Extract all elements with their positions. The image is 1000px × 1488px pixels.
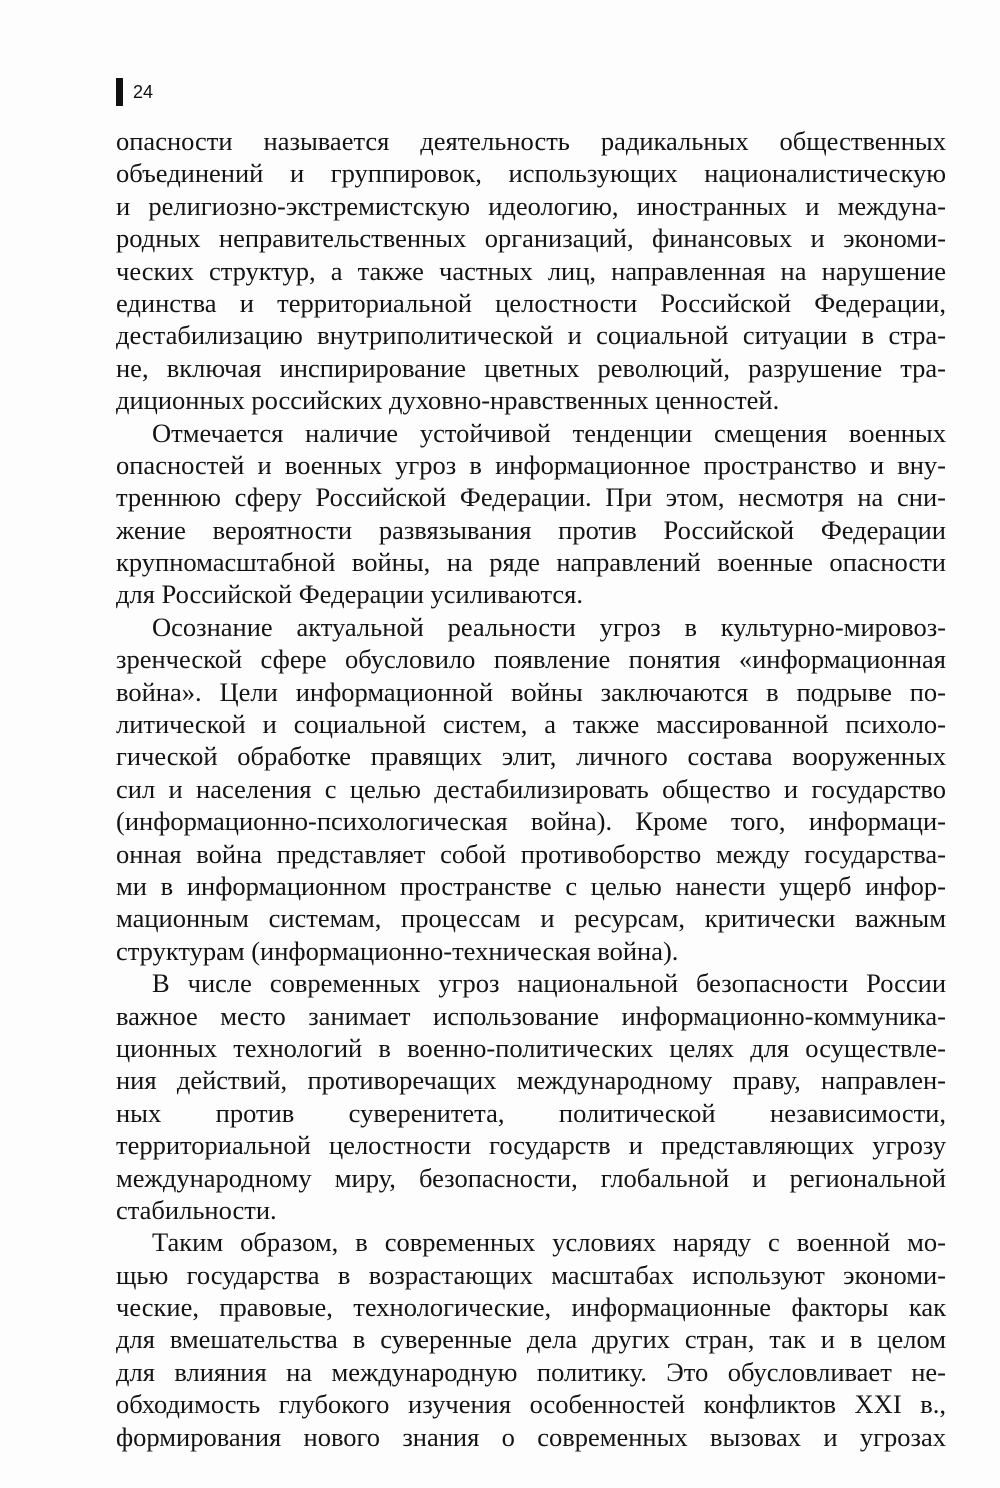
text-line: зренческой сфере обусловило появление понятия «информационная bbox=[116, 644, 946, 675]
text-line: для вмешательства в суверенные дела других стран, так и в целом bbox=[116, 1324, 946, 1355]
text-line: мационным системам, процессам и ресурсам, критически важным bbox=[116, 903, 946, 934]
paragraph bbox=[116, 417, 946, 611]
text-line: единства и территориальной целостности Российской Федерации, bbox=[116, 287, 946, 318]
text-line: объединений и группировок, использующих националистическую bbox=[116, 158, 946, 189]
text-line: обходимость глубокого изучения особенностей конфликтов XXI в., bbox=[116, 1389, 946, 1420]
text-line: диционных российских духовно-нравственных ценностей. bbox=[116, 385, 780, 416]
text-line: литической и социальной систем, а также массированной психоло- bbox=[116, 709, 946, 740]
text-line: дестабилизацию внутриполитической и социальной ситуации в стра- bbox=[116, 320, 946, 351]
page-number: 24 bbox=[133, 82, 154, 102]
paragraph bbox=[116, 125, 946, 417]
text-line: ческих структур, а также частных лиц, направленная на нарушение bbox=[116, 255, 946, 286]
text-line: ческие, правовые, технологические, информационные факторы как bbox=[116, 1292, 946, 1323]
text-line: Осознание актуальной реальности угроз в культурно-мировоз- bbox=[152, 611, 946, 642]
text-line: щью государства в возрастающих масштабах используют экономи- bbox=[116, 1259, 946, 1290]
body-text bbox=[116, 125, 946, 1453]
paragraph bbox=[116, 967, 946, 1226]
text-line: стабильности. bbox=[116, 1194, 277, 1225]
page-header bbox=[116, 78, 153, 106]
text-line: опасности называется деятельность радикальных общественных bbox=[116, 126, 946, 156]
text-line: международному миру, безопасности, глобальной и региональной bbox=[116, 1162, 946, 1193]
text-line: Таким образом, в современных условиях наряду с военной мо- bbox=[152, 1227, 946, 1258]
text-line: жение вероятности развязывания против Российской Федерации bbox=[116, 514, 946, 545]
text-line: опасностей и военных угроз в информационное пространство и вну- bbox=[116, 449, 946, 480]
text-line: важное место занимает использование информационно-коммуника- bbox=[116, 1000, 946, 1031]
text-line: (информационно-психологическая война). Кроме того, информаци- bbox=[116, 806, 946, 837]
text-line: треннюю сферу Российской Федерации. При этом, несмотря на сни- bbox=[116, 482, 946, 513]
text-line: В числе современных угроз национальной безопасности России bbox=[152, 968, 946, 999]
text-line: сил и населения с целью дестабилизировать общество и государство bbox=[116, 773, 946, 804]
text-line: крупномасштабной войны, на ряде направлений военные опасности bbox=[116, 547, 946, 578]
text-line: структурам (информационно-техническая война). bbox=[116, 935, 679, 966]
text-line: война». Цели информационной войны заключаются в подрыве по- bbox=[116, 676, 946, 707]
page-marker-bar bbox=[116, 78, 123, 106]
text-line: и религиозно-экстремистскую идеологию, иностранных и междуна- bbox=[116, 190, 946, 221]
paragraph bbox=[116, 611, 946, 967]
text-line: онная война представляет собой противоборство между государства- bbox=[116, 838, 946, 869]
text-line: для влияния на международную политику. Это обусловливает не- bbox=[116, 1356, 946, 1387]
text-line: Отмечается наличие устойчивой тенденции смещения военных bbox=[152, 417, 946, 448]
text-line: гической обработке правящих элит, личного состава вооруженных bbox=[116, 741, 946, 772]
text-line: территориальной целостности государств и представляющих угрозу bbox=[116, 1130, 946, 1161]
text-line: ния действий, противоречащих международному праву, направлен- bbox=[116, 1065, 946, 1096]
text-line: ных против суверенитета, политической независимости, bbox=[116, 1097, 946, 1128]
text-line: родных неправительственных организаций, финансовых и экономи- bbox=[116, 223, 946, 254]
text-line: ми в информационном пространстве с целью нанести ущерб инфор- bbox=[116, 870, 946, 901]
text-line: не, включая инспирирование цветных революций, разрушение тра- bbox=[116, 352, 946, 383]
text-line: для Российской Федерации усиливаются. bbox=[116, 579, 583, 610]
text-line: формирования нового знания о современных вызовах и угрозах bbox=[116, 1421, 946, 1452]
paragraph bbox=[116, 1226, 946, 1453]
text-line: ционных технологий в военно-политических целях для осуществле- bbox=[116, 1032, 946, 1063]
